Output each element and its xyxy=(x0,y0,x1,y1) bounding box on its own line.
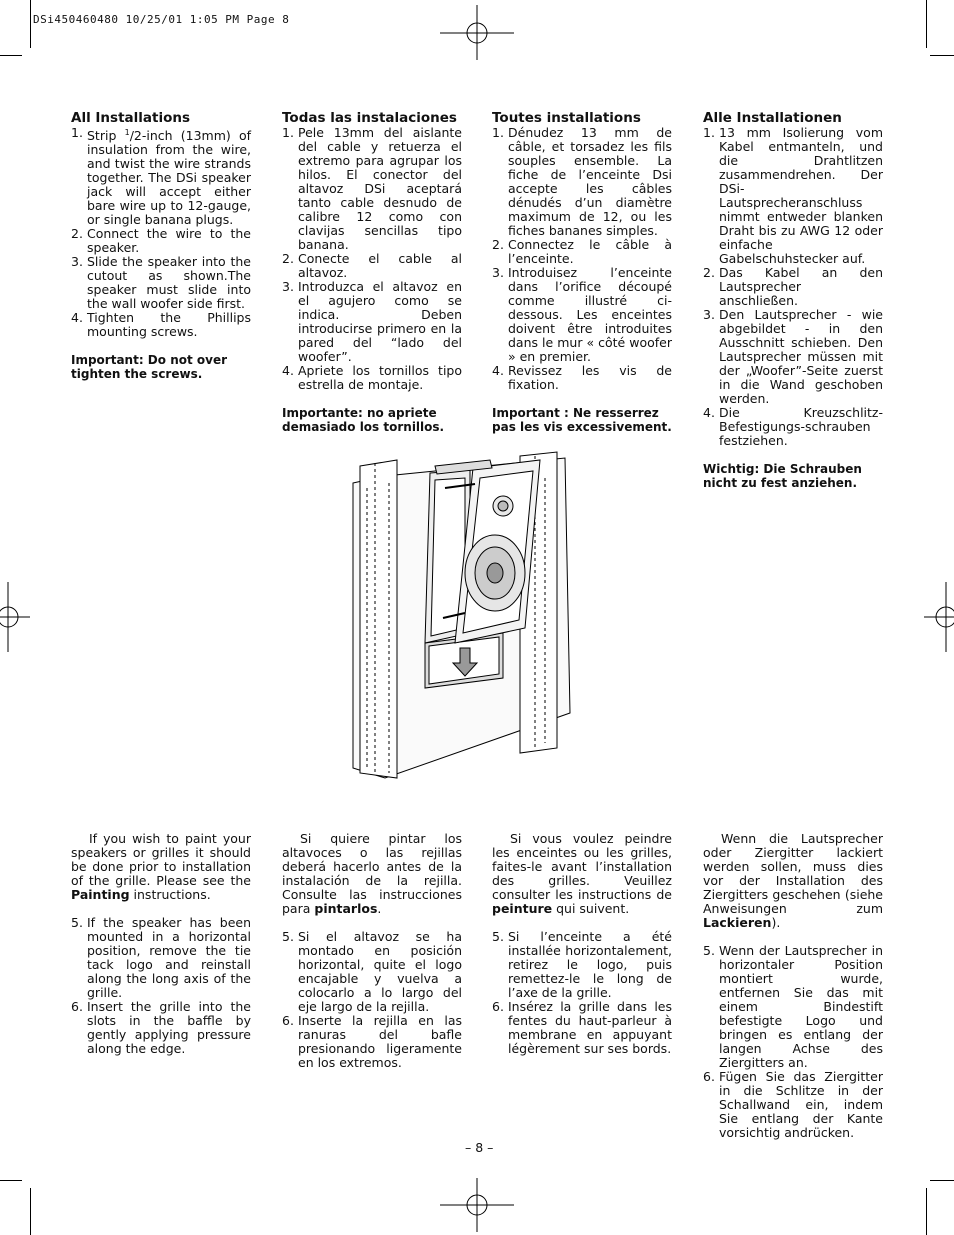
column-french-painting xyxy=(492,832,672,1056)
page-number: – 8 – xyxy=(465,1140,494,1155)
heading-todas-instalaciones: Todas las instalaciones xyxy=(282,110,457,126)
painting-paragraph: Si vous voulez peindre les enceintes ou les grilles, faites-le avant l’installation des grilles. Veuillez consulter les instructions de peinture qui suivent. xyxy=(492,831,672,916)
list-item: 4. Apriete los tornillos tipo estrella de montaje. xyxy=(282,363,462,392)
heading-toutes-installations: Toutes installations xyxy=(492,110,641,126)
list-item: 2. Das Kabel an den Lautsprecher anschließen. xyxy=(703,265,883,308)
column-german-painting xyxy=(703,832,883,1140)
print-slug: DSi450460480 10/25/01 1:05 PM Page 8 xyxy=(33,13,290,26)
painting-paragraph: If you wish to paint your speakers or grilles it should be done prior to installation of the grille. Please see the Painting instructions. xyxy=(71,831,251,902)
list-item: 4. Revissez les vis de fixation. xyxy=(492,363,672,392)
painting-paragraph: Si quiere pintar los altavoces o las rejillas deberá hacerlo antes de la instalación de la rejilla. Consulte las instrucciones para pintarlos. xyxy=(282,831,462,916)
list-item: 3. Introduisez l’enceinte dans l’orifice découpé comme illustré ci-dessous. Les enceintes doivent être introduites dans le mur « côté woofer » en premier. xyxy=(492,265,672,364)
important-note: Wichtig: Die Schrauben nicht zu fest anziehen. xyxy=(703,462,862,490)
list-item: 5. Si l’enceinte a été installée horizontalement, retirez le logo, puis remettez-le le long de l’axe de la grille. xyxy=(492,929,672,1000)
heading-all-installations: All Installations xyxy=(71,110,191,126)
list-item: 3. Introduzca el altavoz en el agujero como se indica. Deben introducirse primero en la pared del “lado del woofer”. xyxy=(282,279,462,364)
list-item: 3. Slide the speaker into the cutout as shown.The speaker must slide into the wall woofer side first. xyxy=(71,254,251,312)
list-item: 1. Pele 13mm del aislante del cable y retuerza el extremo para agrupar los hilos. El conector del altavoz DSi aceptará tanto cable desnudo de calibre 12 como con clavijas sencillas tipo banana. xyxy=(282,125,462,252)
list-item: 1. Dénudez 13 mm de câble, et torsadez les fils souples ensemble. La fiche de l’enceinte Dsi accepte les câbles dénudés d’un diamètre maximum de 12, ou les fiches bananes simples. xyxy=(492,125,672,238)
column-english-painting xyxy=(71,832,251,1056)
list-item: 6. Inserte la rejilla en las ranuras del bafle presionando ligeramente en los extremos. xyxy=(282,1013,462,1070)
list-item: 6. Insert the grille into the slots in the baffle by gently applying pressure along the edge. xyxy=(71,999,251,1056)
list-item: 2. Connect the wire to the speaker. xyxy=(71,226,251,256)
column-german-install xyxy=(703,111,883,490)
painting-paragraph: Wenn die Lautsprecher oder Ziergitter lackiert werden sollen, muss dies vor der Installation des Ziergitters geschehen (siehe Anweisungen zum Lackieren). xyxy=(703,831,883,930)
column-english-install xyxy=(71,111,251,381)
important-note: Important : Ne resserrez pas les vis excessivement. xyxy=(492,406,672,434)
important-note: Importante: no apriete demasiado los tornillos. xyxy=(282,406,445,434)
list-item: 1. Strip $^1$/2-inch (13mm) of insulation from the wire, and twist the wire strands together. The DSi speaker jack will accept either bare wire up to 12-gauge, or single banana plugs. xyxy=(71,125,252,228)
list-item: 1. 13 mm Isolierung vom Kabel entmanteln, und die Drahtlitzen zusammendrehen. Der DSi-Lautsprecheranschluss nimmt entweder blanken Draht bis zu AWG 12 oder einfache Gabelschuhstecker auf. xyxy=(703,125,883,266)
list-item: 3. Den Lautsprecher - wie abgebildet - in den Ausschnitt schieben. Den Lautsprecher müssen mit der „Woofer”-Seite zuerst in die Wand geschoben werden. xyxy=(703,307,883,406)
list-item: 5. Wenn der Lautsprecher in horizontaler Position montiert wurde, entfernen Sie das mit einem Bindestift befestigte Logo und bringen es entlang der langen Achse des Ziergitters an. xyxy=(703,943,883,1070)
column-spanish-install xyxy=(282,111,462,434)
list-item: 6. Insérez la grille dans les fentes du haut-parleur à membrane en appuyant légèrement sur ses bords. xyxy=(492,999,672,1056)
heading-alle-installationen: Alle Installationen xyxy=(703,110,842,126)
column-spanish-painting xyxy=(282,832,462,1070)
list-item: 4. Tighten the Phillips mounting screws. xyxy=(71,310,251,340)
list-item: 2. Connectez le câble à l’enceinte. xyxy=(492,237,672,266)
list-item: 4. Die Kreuzschlitz-Befestigungs-schrauben festziehen. xyxy=(703,405,883,448)
list-item: 2. Conecte el cable al altavoz. xyxy=(282,251,462,280)
list-item: 6. Fügen Sie das Ziergitter in die Schlitze in der Schallwand ein, indem Sie entlang der Kante vorsichtig andrücken. xyxy=(703,1069,883,1140)
column-french-install xyxy=(492,111,672,434)
speaker-installation-illustration xyxy=(345,448,585,788)
list-item: 5. Si el altavoz se ha montado en posición horizontal, quite el logo encajable y vuelva a colocarlo a lo largo del eje largo de la rejilla. xyxy=(282,929,462,1014)
list-item: 5. If the speaker has been mounted in a horizontal position, remove the tie tack logo and reinstall along the long axis of the grille. xyxy=(71,915,251,1000)
important-note: Important: Do not over tighten the screws. xyxy=(71,353,228,382)
